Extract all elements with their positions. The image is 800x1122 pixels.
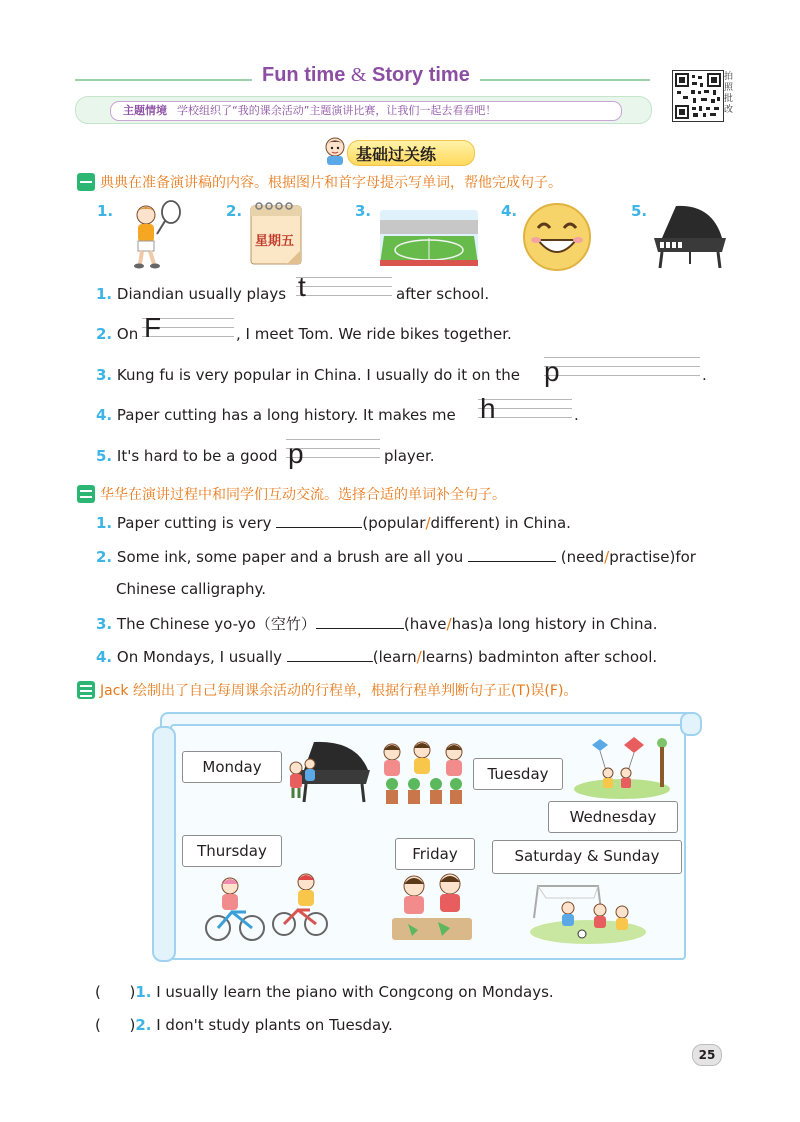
sentence-tail: . — [574, 406, 579, 424]
happy-face-icon — [522, 202, 592, 272]
picture-number: 1. — [97, 202, 114, 220]
answer-blank[interactable] — [316, 614, 404, 629]
section-two-instruction: 华华在演讲过程中和同学们互动交流。选择合适的单词补全句子。 — [100, 487, 506, 503]
section-two-sentence: 1. Paper cutting is very (popular/different) in China. — [96, 514, 571, 532]
qr-code-icon[interactable] — [672, 70, 724, 122]
answer-blank[interactable] — [276, 513, 362, 528]
kite-flying-illustration — [572, 733, 672, 799]
scene-banner — [110, 101, 622, 121]
section-two-sentence: 2. Some ink, some paper and a brush are all you (need/practise)for — [96, 548, 696, 566]
answer-blank[interactable] — [287, 647, 373, 662]
scene-text: 学校组织了“我的课余活动”主题演讲比赛，让我们一起去看看吧！ — [177, 104, 497, 117]
section-three-instruction: Jack 绘制出了自己每周课余活动的行程单，根据行程单判断句子正(T)误(F)。 — [100, 683, 578, 699]
section-one-sentence: 5. It's hard to be a good — [96, 447, 278, 465]
section-two-sentence: 3. The Chinese yo-yo（空竹） (have/has)a long history in China. — [96, 615, 658, 633]
piano-icon — [652, 202, 728, 270]
picture-number: 4. — [501, 202, 518, 220]
section-one-sentence: 4. Paper cutting has a long history. It makes me — [96, 406, 456, 424]
student-mascot-icon — [322, 136, 348, 166]
scroll-left-roll — [152, 726, 176, 962]
sentence-continuation: Chinese calligraphy. — [116, 580, 267, 598]
section-one-icon — [77, 173, 95, 191]
sports-field-icon — [380, 210, 478, 266]
answer-lines[interactable] — [544, 357, 700, 383]
section-two-icon — [77, 485, 95, 503]
day-label-wednesday: Wednesday — [548, 801, 678, 833]
day-label-monday: Monday — [182, 751, 282, 783]
answer-paren[interactable]: ( ) — [95, 1016, 136, 1034]
bike-riding-illustration — [200, 868, 330, 944]
paper-cutting-illustration — [388, 870, 476, 944]
sentence-tail: player. — [384, 447, 435, 465]
tennis-player-icon — [128, 200, 184, 270]
calendar-caption: 星期五 — [255, 234, 295, 249]
hint-letter: p — [544, 356, 560, 387]
tf-statement: ( )2. I don't study plants on Tuesday. — [95, 1016, 393, 1034]
page-title: Fun time & Story time — [252, 64, 480, 87]
day-label-tuesday: Tuesday — [473, 758, 563, 790]
hint-letter: p — [288, 438, 304, 469]
section-three-icon — [77, 681, 95, 699]
sentence-tail: , I meet Tom. We ride bikes together. — [236, 325, 512, 343]
hint-letter: h — [480, 393, 496, 424]
plant-study-illustration — [378, 738, 470, 808]
section-two-sentence: 4. On Mondays, I usually (learn/learns) badminton after school. — [96, 648, 658, 666]
practice-badge-label: 基础过关练 — [356, 145, 437, 164]
scroll-right-curl — [680, 712, 702, 736]
section-one-sentence: 1. Diandian usually plays — [96, 285, 287, 303]
section-one-sentence: 2. On — [96, 325, 139, 343]
section-one-instruction: 典典在准备演讲稿的内容。根据图片和首字母提示写单词，帮他完成句子。 — [100, 175, 562, 191]
answer-lines[interactable] — [296, 277, 392, 303]
hint-letter: F — [144, 312, 162, 343]
picture-number: 3. — [355, 202, 372, 220]
day-label-friday: Friday — [395, 838, 475, 870]
piano-lesson-illustration — [284, 740, 370, 806]
answer-blank[interactable] — [468, 547, 556, 562]
qr-caption: 拍照批改 — [724, 72, 734, 115]
section-one-sentence: 3. Kung fu is very popular in China. I usually do it on the — [96, 366, 520, 384]
sentence-tail: . — [702, 366, 707, 384]
football-illustration — [528, 878, 648, 944]
sentence-tail: after school. — [396, 285, 490, 303]
page-number: 25 — [692, 1044, 722, 1066]
hint-letter: t — [298, 271, 306, 302]
day-label-weekend: Saturday & Sunday — [492, 840, 682, 874]
picture-number: 2. — [226, 202, 243, 220]
scene-tag: 主题情境 — [123, 104, 167, 117]
picture-number: 5. — [631, 202, 648, 220]
tf-statement: ( )1. I usually learn the piano with Congcong on Mondays. — [95, 983, 554, 1001]
calendar-friday-icon — [247, 200, 305, 266]
answer-paren[interactable]: ( ) — [95, 983, 136, 1001]
day-label-thursday: Thursday — [182, 835, 282, 867]
